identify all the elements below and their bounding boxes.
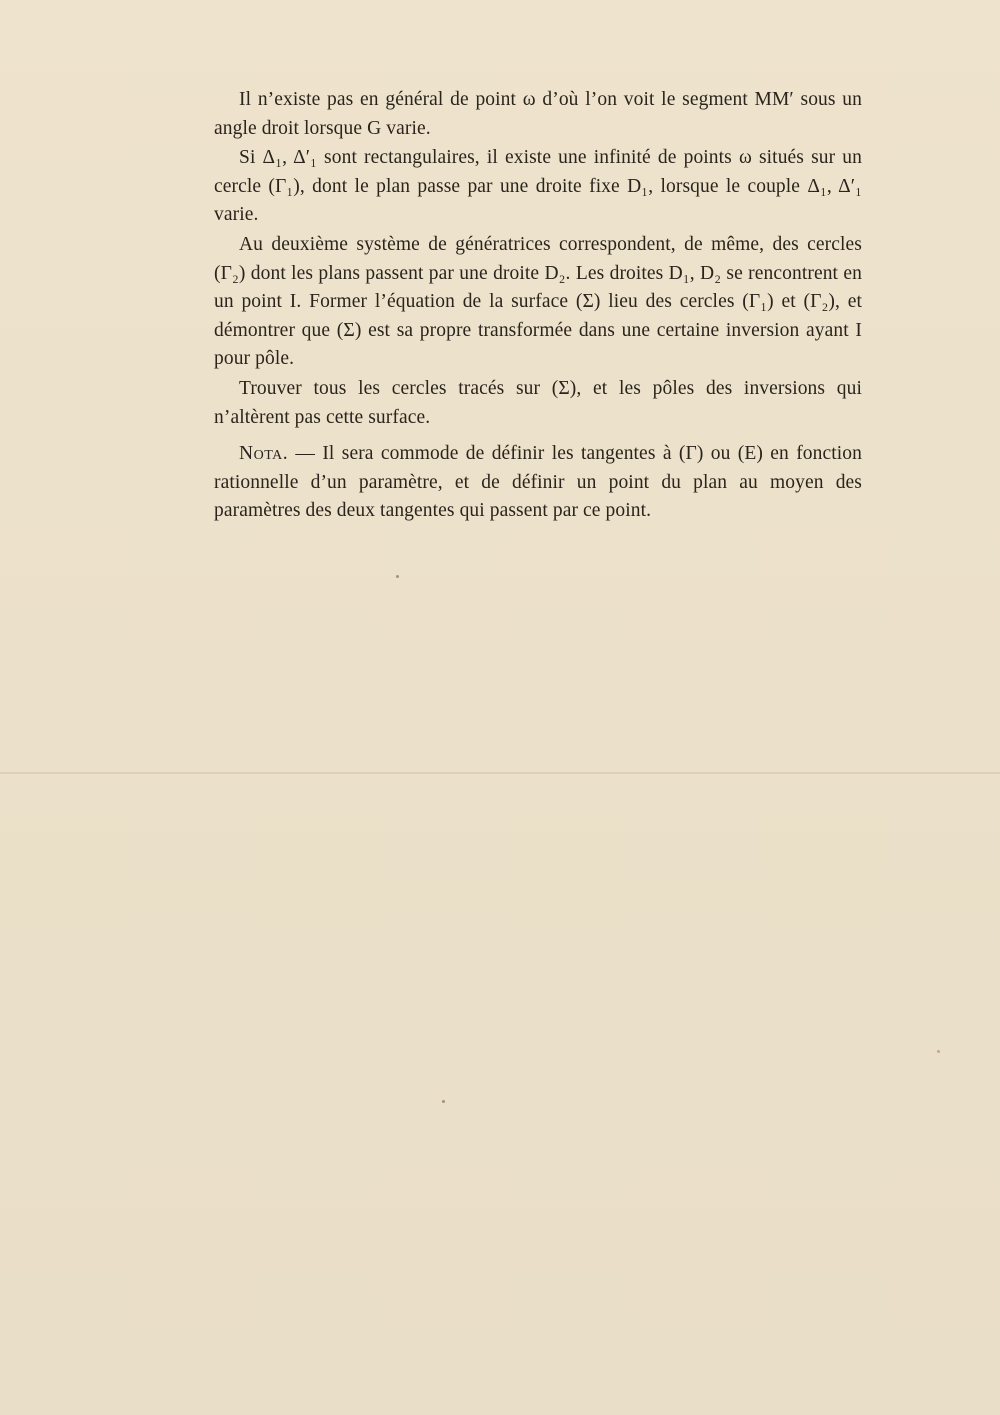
- nota-paragraph: [214, 440, 862, 526]
- paper-speck: [442, 1100, 445, 1103]
- document-body: [214, 86, 862, 527]
- nota-label: Nota.: [239, 443, 289, 465]
- paragraph-2: Si Δ₁, Δ′₁ sont rectangulaires, il existe une infinité de points ω situés sur un cercle (Γ₁), dont le plan passe par une droite fixe D₁, lorsque le couple Δ₁, Δ′₁ varie.: [214, 147, 862, 226]
- paragraph-4: Trouver tous les cercles tracés sur (Σ), et les pôles des inversions qui n’altèrent pas cette surface.: [214, 377, 862, 428]
- paper-speck: [937, 1050, 940, 1053]
- nota-text: — Il sera commode de définir les tangentes à (Γ) ou (E) en fonction rationnelle d’un paramètre, et de définir un point du plan au moyen des paramètres des deux tangentes qui passent par ce point.: [214, 443, 862, 522]
- paragraph-3: Au deuxième système de génératrices correspondent, de même, des cercles (Γ₂) dont les plans passent par une droite D₂. Les droites D₁, D₂ se rencontrent en un point I. Former l’équation de la surface (Σ) lieu des cercles (Γ₁) et (Γ₂), et démontrer que (Σ) est sa propre transformée dans une certaine inversion ayant I pour pôle.: [214, 233, 862, 370]
- paragraph-1: Il n’existe pas en général de point ω d’où l’on voit le segment MM′ sous un angle droit lorsque G varie.: [214, 89, 862, 139]
- page-fold-line: [0, 772, 1000, 774]
- paper-speck: [396, 575, 399, 578]
